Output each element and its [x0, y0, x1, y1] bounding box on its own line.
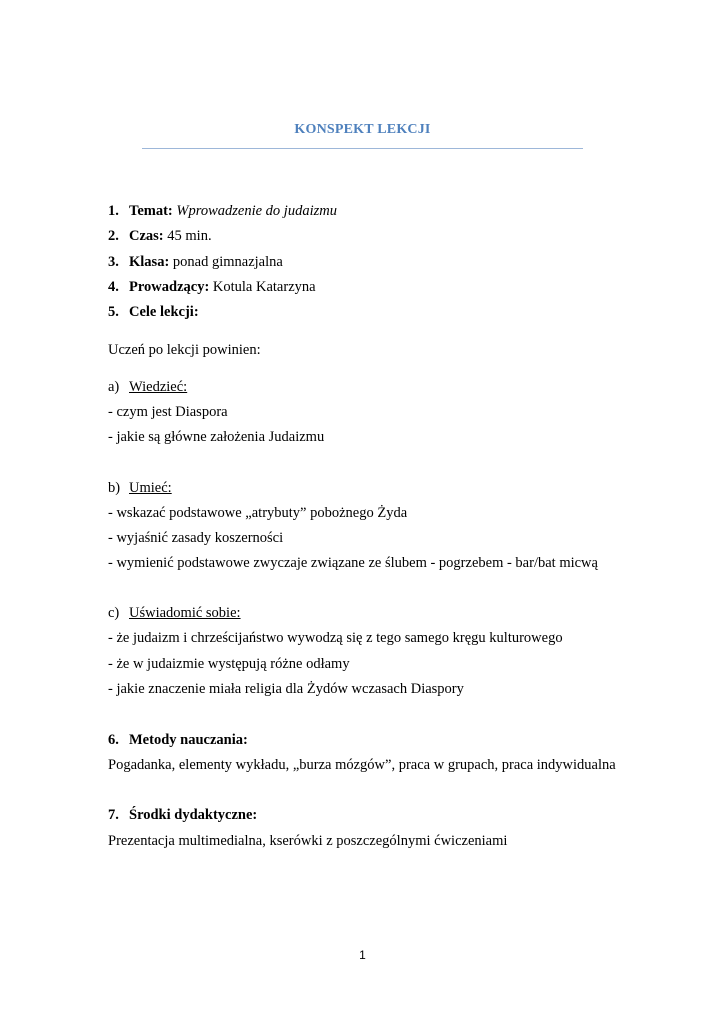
section-c-bullet: - że w judaizmie występują różne odłamy — [108, 656, 350, 672]
section-a-bullet: - jakie są główne założenia Judaizmu — [108, 429, 325, 445]
methods-text: Pogadanka, elementy wykładu, „burza mózgów”, praca w grupach, praca indywidualna — [108, 757, 616, 773]
item-number: 7. — [108, 807, 119, 823]
title-rule — [142, 148, 583, 149]
item-value: Kotula Katarzyna — [212, 279, 316, 295]
item-number: 2. — [108, 228, 119, 244]
item-value: ponad gimnazjalna — [172, 254, 283, 270]
item-label: Klasa: — [129, 254, 170, 270]
section-c-heading — [108, 604, 241, 622]
item-class — [108, 253, 283, 271]
item-time — [108, 227, 212, 245]
item-goals — [108, 303, 199, 321]
item-number: 6. — [108, 732, 119, 748]
methods-heading — [108, 731, 248, 749]
page-title: KONSPEKT LEKCJI — [294, 122, 431, 137]
resources-heading — [108, 806, 257, 824]
section-a-bullet: - czym jest Diaspora — [108, 404, 228, 420]
item-value: 45 min. — [167, 228, 212, 244]
section-c-bullet: - że judaizm i chrześcijaństwo wywodzą się z tego samego kręgu kulturowego — [108, 630, 563, 646]
section-letter: b) — [108, 480, 121, 496]
page-number: 1 — [359, 948, 366, 962]
section-heading: Uświadomić sobie: — [129, 605, 241, 621]
section-letter: c) — [108, 605, 120, 621]
item-label: Środki dydaktyczne: — [129, 807, 258, 823]
section-b-heading — [108, 479, 172, 497]
section-b-bullet: - wymienić podstawowe zwyczaje związane ze ślubem - pogrzebem - bar/bat micwą — [108, 555, 598, 571]
section-a-heading — [108, 378, 187, 396]
item-label: Temat: — [129, 203, 173, 219]
item-number: 3. — [108, 254, 119, 270]
item-number: 1. — [108, 203, 119, 219]
item-label: Metody nauczania: — [129, 732, 248, 748]
item-teacher — [108, 278, 316, 296]
resources-text: Prezentacja multimedialna, kserówki z poszczególnymi ćwiczeniami — [108, 833, 508, 849]
item-value: Wprowadzenie do judaizmu — [176, 203, 337, 219]
item-label: Cele lekcji: — [129, 304, 199, 320]
item-topic — [108, 202, 337, 220]
item-label: Prowadzący: — [129, 279, 210, 295]
item-label: Czas: — [129, 228, 164, 244]
section-heading: Umieć: — [129, 480, 172, 496]
intro-text: Uczeń po lekcji powinien: — [108, 342, 261, 358]
section-heading: Wiedzieć: — [129, 379, 188, 395]
section-c-bullet: - jakie znaczenie miała religia dla Żydów wczasach Diaspory — [108, 681, 464, 697]
section-letter: a) — [108, 379, 120, 395]
item-number: 5. — [108, 304, 119, 320]
section-b-bullet: - wyjaśnić zasady koszerności — [108, 530, 284, 546]
item-number: 4. — [108, 279, 119, 295]
section-b-bullet: - wskazać podstawowe „atrybuty” pobożnego Żyda — [108, 505, 408, 521]
